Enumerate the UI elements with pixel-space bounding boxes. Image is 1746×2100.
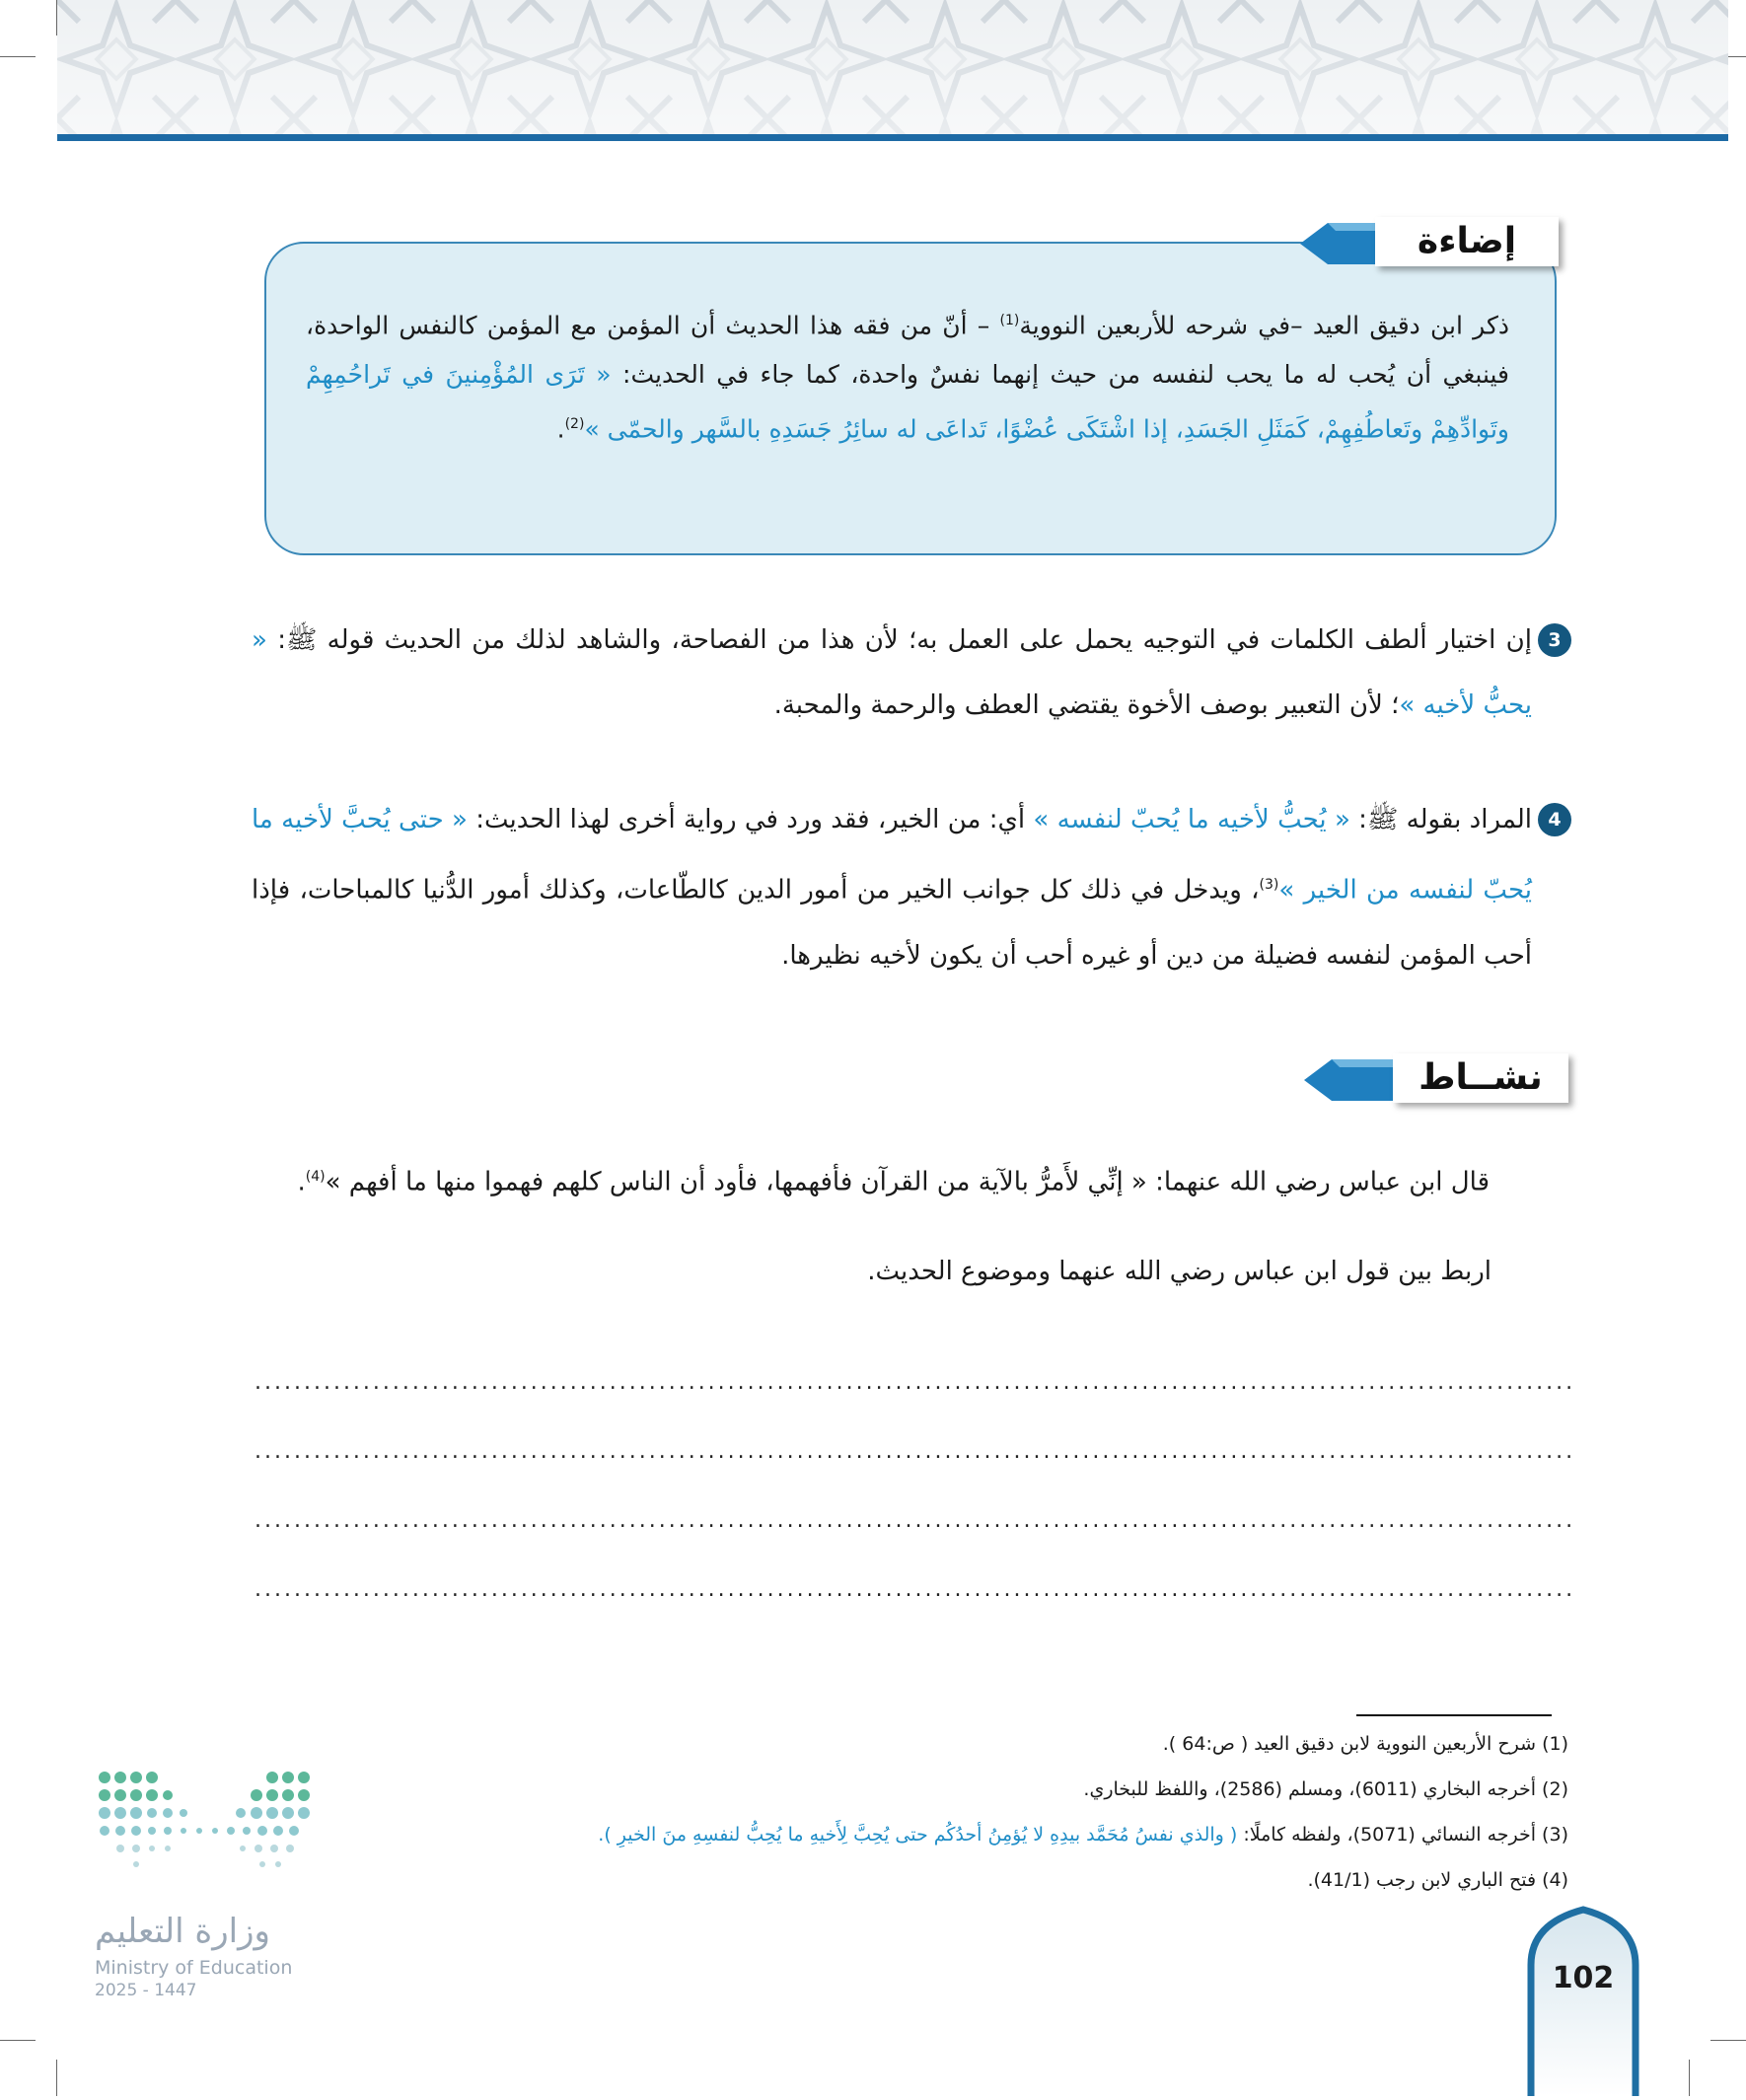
- footnote-2: (2) أخرجه البخاري (6011)، ومسلم (2586)، واللفظ للبخاري.: [1083, 1778, 1568, 1800]
- item-4-text: [252, 787, 1532, 988]
- answer-line[interactable]: ......................................................................................................................................: [255, 1508, 1576, 1533]
- page-tab: [1525, 1906, 1641, 2096]
- footnote-3: [598, 1821, 1568, 1848]
- footnote-ref: (4): [305, 1169, 326, 1185]
- footnote-ref: (1): [999, 313, 1020, 328]
- item-number-badge: 4: [1538, 803, 1571, 836]
- footnote-4: (4) فتح الباري لابن رجب (41/1).: [1307, 1869, 1568, 1891]
- activity-quote: قال ابن عباس رضي الله عنهما: « إنِّي لأَمرُّ بالآية من القرآن فأفهمها، فأود أن الناس كلهم فهموا منها ما أفهم »: [325, 1167, 1490, 1197]
- ministry-year: 2025 - 1447: [95, 1981, 197, 2000]
- nashat-tag: [1304, 1053, 1568, 1107]
- item-3-text-2: ؛ لأن التعبير بوصف الأخوة يقتضي العطف والرحمة والمحبة.: [773, 690, 1400, 720]
- item-3-text: [252, 608, 1532, 738]
- crop-mark: [1689, 2060, 1690, 2096]
- ministry-name-en: Ministry of Education: [95, 1957, 293, 1979]
- header-rule: [57, 134, 1728, 141]
- activity-instruction: اربط بين قول ابن عباس رضي الله عنهما وموضوع الحديث.: [867, 1257, 1491, 1286]
- hadith-quote: « تَرَى المُؤْمِنينَ في تَراحُمِهِمْ وتَوادِّهِمْ وتَعاطُفِهِمْ، كَمَثَلِ الجَسَدِ، إذا اشْتَكَى عُضْوًا، تَداعَى له سائِرُ جَسَدِهِ بالسَّهر والحمّى »: [306, 360, 1509, 444]
- ministry-dots-icon: [95, 1766, 314, 1894]
- idaa-title: إضاءة: [1375, 217, 1559, 266]
- crop-mark: [0, 56, 36, 57]
- hadith-quote: ( والذي نفسُ مُحَمَّد بيدِهِ لا يُؤمِنُ أحدُكُم حتى يُحِبَّ لِأَخيهِ ما يُحِبُّ لنفسِهِ منَ الخيرِ ).: [598, 1824, 1238, 1846]
- footnote-ref: (3): [1259, 877, 1279, 893]
- period: .: [297, 1167, 306, 1197]
- item-3-text-1: إن اختيار ألطف الكلمات في التوجيه يحمل على العمل به؛ لأن هذا من الفصاحة، والشاهد لذلك من الحديث قوله ﷺ:: [266, 625, 1532, 655]
- item-4-text-1: المراد بقوله ﷺ:: [1349, 805, 1533, 834]
- footnote-1: (1) شرح الأربعين النووية لابن دقيق العيد ( ص:64 ).: [1162, 1733, 1568, 1755]
- crop-mark: [1710, 2040, 1746, 2041]
- footnote-ref: (2): [564, 416, 585, 433]
- item-number-badge: 3: [1538, 623, 1571, 657]
- crop-mark: [0, 2040, 36, 2041]
- ministry-name-ar: وزارة التعليم: [95, 1912, 270, 1951]
- answer-line[interactable]: ......................................................................................................................................: [255, 1439, 1576, 1464]
- idaa-tag: [1300, 217, 1559, 270]
- item-4-text-3: ، ويدخل في ذلك كل جوانب الخير من أمور الدين كالطّاعات، وكذلك أمور الدُّنيا كالمباحات، فإذا أحب المؤمن لنفسه فضيلة من دين أو غيره أحب أن يكون لأخيه نظيرها.: [252, 875, 1532, 971]
- footnote-rule: [1356, 1714, 1552, 1716]
- hadith-quote: « يحبُّ لأخيه »: [252, 625, 1532, 720]
- hadith-quote: « حتى يُحبَّ لأخيه ما يُحبّ لنفسه من الخير »: [252, 805, 1532, 905]
- hadith-quote: « يُحبُّ لأخيه ما يُحبّ لنفسه »: [1033, 805, 1350, 834]
- page-number: 102: [1552, 1961, 1615, 1995]
- item-4-text-2: أي: من الخير، فقد ورد في رواية أخرى لهذا الحديث:: [467, 805, 1034, 834]
- answer-line[interactable]: ......................................................................................................................................: [255, 1577, 1576, 1602]
- idaa-text-1: ذكر ابن دقيق العيد –في شرحه للأربعين النووية: [1019, 311, 1510, 340]
- answer-line[interactable]: ......................................................................................................................................: [255, 1370, 1576, 1395]
- idaa-text-2: – أنّ من فقه هذا الحديث أن المؤمن مع المؤمن كالنفس الواحدة، فينبغي أن يُحب له ما يحب لنفسه من حيث إنهما نفسٌ واحدة، كما جاء في الحديث:: [306, 311, 1509, 390]
- header-pattern: [57, 0, 1728, 136]
- period: .: [556, 414, 565, 444]
- idaa-text: [306, 296, 1509, 455]
- crop-mark: [56, 2060, 57, 2096]
- activity-quote-line: [296, 1144, 1490, 1215]
- nashat-title: نشــاط: [1393, 1053, 1568, 1103]
- footnote-3-prefix: (3) أخرجه النسائي (5071)، ولفظه كاملًا:: [1237, 1824, 1568, 1846]
